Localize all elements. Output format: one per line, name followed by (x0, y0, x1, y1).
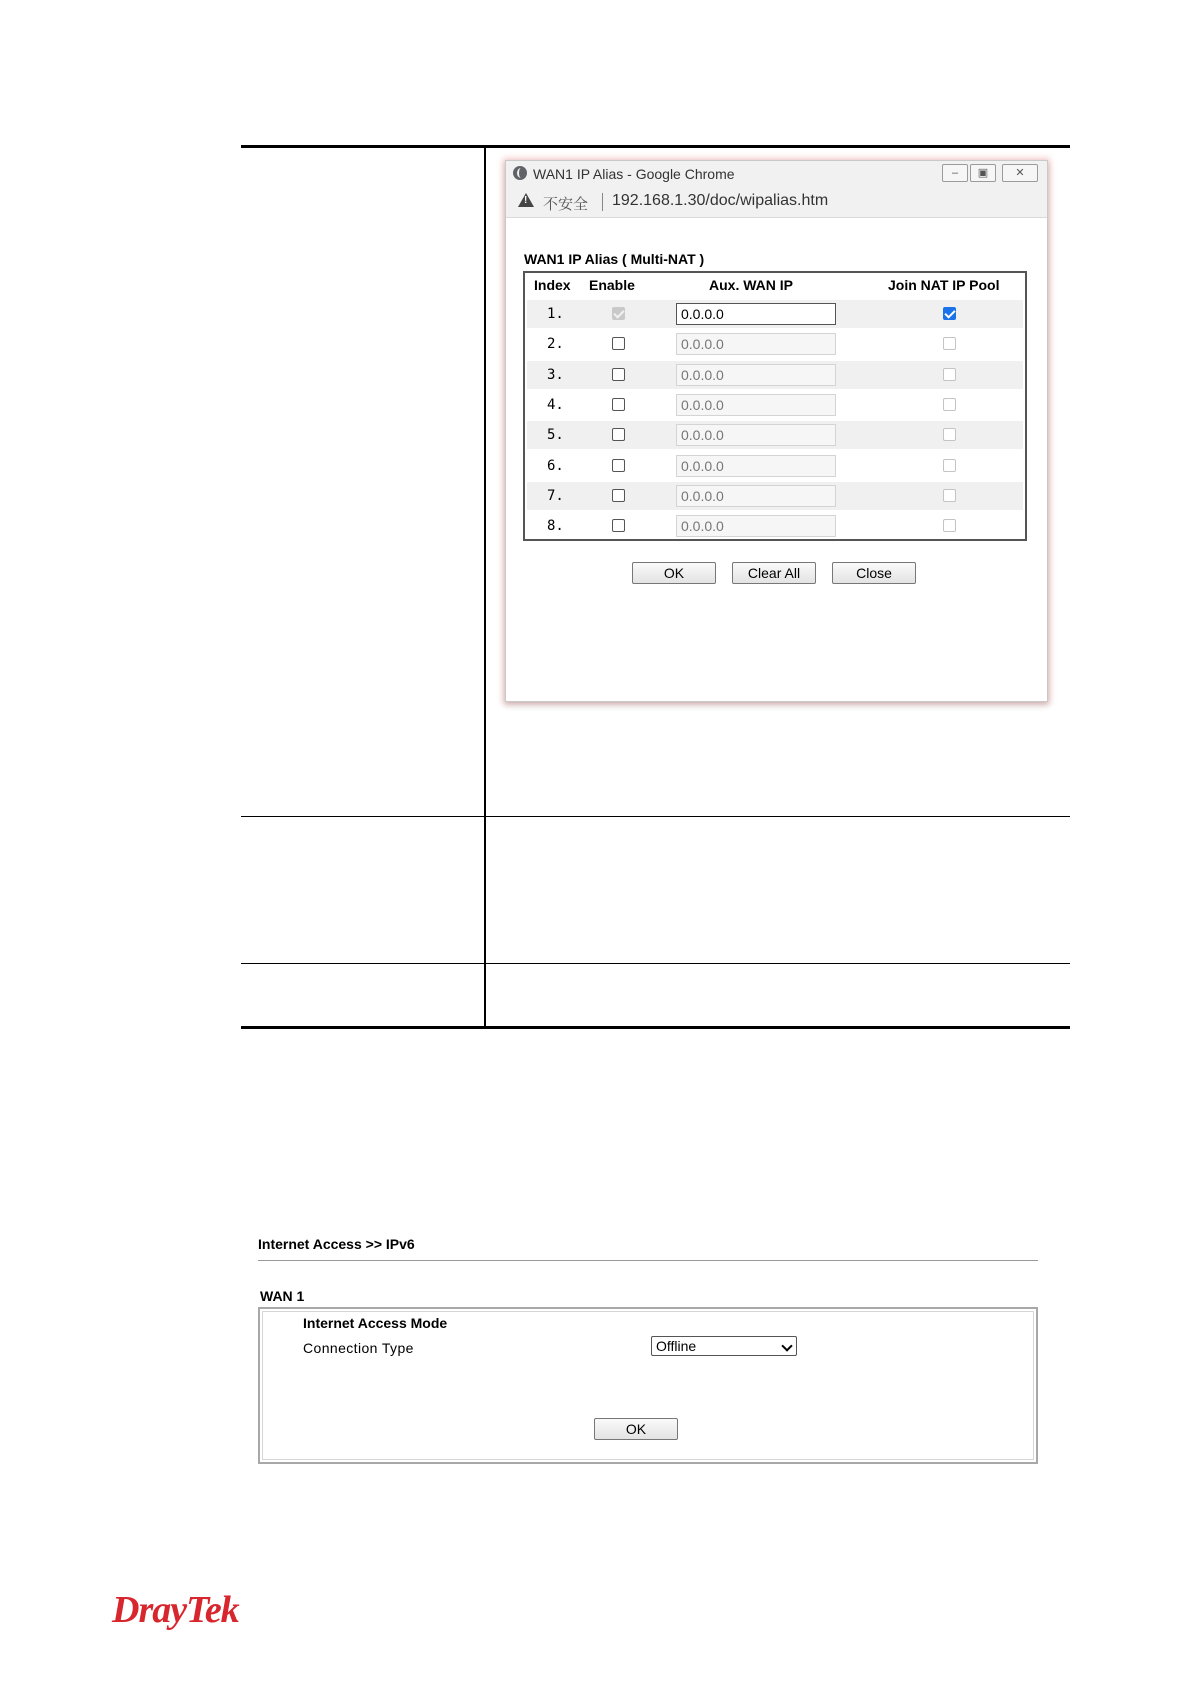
alias-heading: WAN1 IP Alias ( Multi-NAT ) (524, 251, 705, 267)
table-top-rule (241, 145, 1070, 148)
restore-icon[interactable]: ▣ (970, 164, 996, 182)
enable-checkbox[interactable] (612, 519, 625, 532)
table-row (527, 330, 1023, 358)
table-column-divider (484, 145, 486, 1027)
window-titlebar (506, 161, 1047, 187)
col-header-enable: Enable (589, 277, 635, 293)
table-row-rule-2 (241, 963, 1070, 964)
enable-checkbox[interactable] (612, 368, 625, 381)
breadcrumb-divider (258, 1260, 1038, 1261)
aux-wan-ip-input[interactable]: 0.0.0.0 (676, 455, 836, 477)
wan-label: WAN 1 (260, 1288, 305, 1304)
table-row (527, 421, 1023, 449)
col-header-index: Index (534, 277, 571, 293)
url-text[interactable]: 192.168.1.30/doc/wipalias.htm (612, 192, 829, 209)
row-index: 4. (547, 396, 564, 413)
alias-table (523, 271, 1027, 541)
address-bar[interactable] (506, 187, 1047, 218)
warning-icon (518, 193, 534, 207)
enable-checkbox[interactable] (612, 307, 625, 320)
aux-wan-ip-input[interactable]: 0.0.0.0 (676, 333, 836, 355)
aux-wan-ip-input[interactable]: 0.0.0.0 (676, 394, 836, 416)
row-index: 5. (547, 427, 564, 444)
connection-type-label: Connection Type (303, 1340, 414, 1356)
globe-icon (513, 166, 527, 180)
insecure-label: 不安全 (543, 196, 589, 213)
chevron-down-icon (781, 1340, 792, 1351)
enable-checkbox[interactable] (612, 428, 625, 441)
row-index: 8. (547, 518, 564, 535)
clear-all-button[interactable]: Clear All (732, 562, 816, 584)
table-bottom-rule (241, 1026, 1070, 1029)
table-row (527, 512, 1023, 540)
row-index: 6. (547, 457, 564, 474)
col-header-join-nat: Join NAT IP Pool (888, 277, 1000, 293)
aux-wan-ip-input[interactable]: 0.0.0.0 (676, 424, 836, 446)
minimize-icon[interactable]: – (942, 164, 968, 182)
aux-wan-ip-input[interactable]: 0.0.0.0 (676, 303, 836, 325)
aux-wan-ip-input[interactable]: 0.0.0.0 (676, 485, 836, 507)
join-nat-checkbox[interactable] (943, 519, 956, 532)
draytek-logo: DrayTek (112, 1589, 239, 1631)
row-index: 2. (547, 336, 564, 353)
table-row (527, 361, 1023, 389)
join-nat-checkbox[interactable] (943, 337, 956, 350)
join-nat-checkbox[interactable] (943, 398, 956, 411)
row-index: 1. (547, 306, 564, 322)
join-nat-checkbox[interactable] (943, 489, 956, 502)
table-row (527, 452, 1023, 480)
ip-alias-popup-window (505, 160, 1048, 702)
join-nat-checkbox[interactable] (943, 428, 956, 441)
table-row-rule-1 (241, 816, 1070, 817)
close-button[interactable]: Close (832, 562, 916, 584)
enable-checkbox[interactable] (612, 489, 625, 502)
enable-checkbox[interactable] (612, 398, 625, 411)
connection-type-select[interactable] (651, 1336, 797, 1356)
breadcrumb: Internet Access >> IPv6 (258, 1236, 415, 1252)
row-index: 7. (547, 487, 564, 504)
ok-button[interactable]: OK (632, 562, 716, 584)
join-nat-checkbox[interactable] (943, 307, 956, 320)
table-row (527, 482, 1023, 510)
aux-wan-ip-input[interactable]: 0.0.0.0 (676, 515, 836, 537)
table-row (527, 391, 1023, 419)
internet-access-mode-title: Internet Access Mode (303, 1315, 448, 1331)
row-index: 3. (547, 366, 564, 383)
table-row (527, 300, 1023, 328)
connection-type-value: Offline (656, 1338, 697, 1354)
close-icon[interactable]: ✕ (1002, 164, 1038, 182)
join-nat-checkbox[interactable] (943, 459, 956, 472)
enable-checkbox[interactable] (612, 337, 625, 350)
enable-checkbox[interactable] (612, 459, 625, 472)
aux-wan-ip-input[interactable]: 0.0.0.0 (676, 364, 836, 386)
ipv6-ok-button[interactable]: OK (594, 1418, 678, 1440)
window-title: WAN1 IP Alias - Google Chrome (533, 166, 735, 182)
address-separator (602, 193, 603, 211)
join-nat-checkbox[interactable] (943, 368, 956, 381)
col-header-aux-wan-ip: Aux. WAN IP (709, 277, 794, 293)
